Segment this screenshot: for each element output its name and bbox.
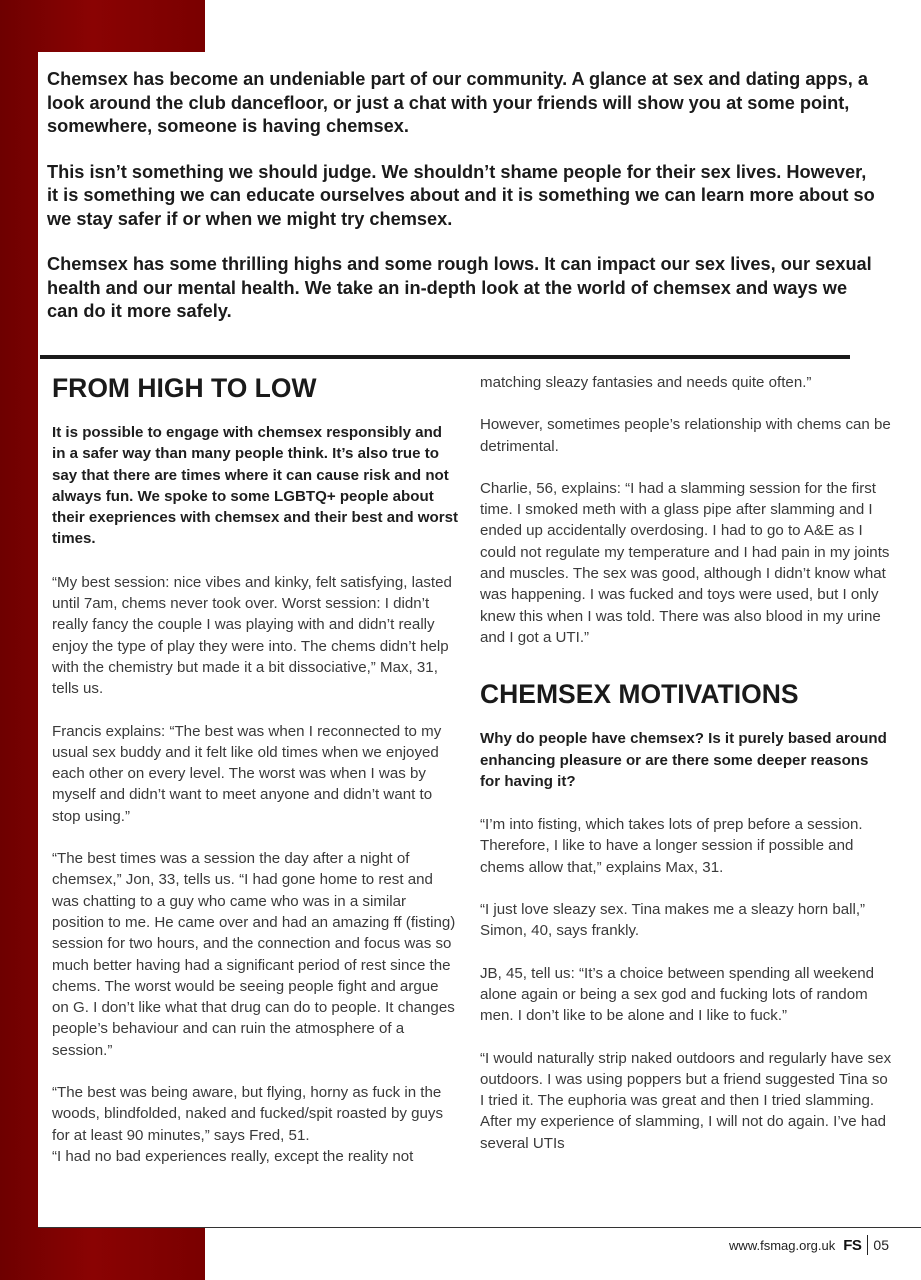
body-paragraph: “I would naturally strip naked outdoors and regularly have sex outdoors. I was using poppers but a friend suggested Tina so I tried it. The euphoria was great and then I tried slamming. After my experience of slamming, I will not do again. I’ve had several UTIs — [480, 1049, 892, 1152]
right-column — [480, 372, 892, 1154]
intro-paragraph: Chemsex has some thrilling highs and some rough lows. It can impact our sex lives, our sexual health and our mental health. We take an in-depth look at the world of chemsex and ways we can do it more safely. — [47, 254, 872, 321]
left-column — [52, 372, 458, 1167]
body-paragraph: “I just love sleazy sex. Tina makes me a sleazy horn ball,” Simon, 40, says frankly. — [480, 901, 866, 940]
section-lead: Why do people have chemsex? Is it purely based around enhancing pleasure or are there some deeper reasons for having it? — [480, 730, 887, 790]
footer-url[interactable]: www.fsmag.org.uk — [729, 1237, 836, 1253]
body-paragraph: JB, 45, tell us: “It’s a choice between spending all weekend alone again or being a sex god and fucking lots of random men. I don’t like to be alone and I like to fuck.” — [480, 964, 875, 1025]
body-paragraph: However, sometimes people’s relationship with chems can be detrimental. — [480, 416, 891, 455]
section-lead: It is possible to engage with chemsex responsibly and in a safer way than many people think. It’s also true to say that there are times where it can cause risk and not always fun. We spoke to some LGBTQ+ people about their exepriences with chemsex and their best and worst times. — [52, 424, 458, 548]
section-heading: CHEMSEX MOTIVATIONS — [480, 679, 799, 710]
intro-paragraph: Chemsex has become an undeniable part of our community. A glance at sex and dating apps, a look around the club dancefloor, or just a chat with your friends will show you at some point, somewhere, someone is having chemsex. — [47, 69, 868, 136]
body-paragraph: “The best times was a session the day after a night of chemsex,” Jon, 33, tells us. “I had gone home to rest and was chatting to a guy who came who was in a similar position to me. He came over and had an amazing ff (fisting) session for two hours, and the connection and focus was so much better having had a significant period of rest since the chems. The worst would be seeing people fight and argue on G. I don’t like what that drug can do to people. It changes people’s behaviour and can ruin the atmosphere of a session.” — [52, 850, 456, 1059]
body-paragraph: matching sleazy fantasies and needs quite often.” — [480, 374, 812, 391]
footer-separator — [867, 1235, 868, 1255]
page-footer — [729, 1234, 889, 1256]
fs-logo: FS — [843, 1236, 862, 1254]
body-paragraph: “My best session: nice vibes and kinky, felt satisfying, lasted until 7am, chems never took over. Worst session: I didn’t really fancy the couple I was playing with and didn’t really enjoy the type of play they were into. The chems didn’t help with the chemistry but made it a bit dissociative,” Max, 31, tells us. — [52, 573, 452, 698]
page-number: 05 — [873, 1237, 889, 1253]
body-paragraph: “I had no bad experiences really, except the reality not — [52, 1147, 414, 1165]
intro-paragraph: This isn’t something we should judge. We shouldn’t shame people for their sex lives. However, it is something we can educate ourselves about and it is something we can learn more about so we stay safer if or when we might try chemsex. — [47, 161, 875, 229]
body-paragraph: Francis explains: “The best was when I reconnected to my usual sex buddy and it felt like old times when we enjoyed each other on every level. The worst was when I was by myself and didn’t want to meet anyone and didn’t want to stop using.” — [52, 722, 442, 825]
body-paragraph: Charlie, 56, explains: “I had a slamming session for the first time. I smoked meth with a glass pipe after slamming and I ended up accidentally overdosing. I had to go to A&E as I could not regulate my temperature and I had pain in my joints and muscles. The sex was good, although I didn’t know what was happening. I was fucked and toys were used, but I only knew this when I was told. There was also blood in my urine and I got a UTI.” — [480, 479, 890, 646]
section-heading: FROM HIGH TO LOW — [52, 373, 317, 403]
body-paragraph: “I’m into fisting, which takes lots of prep before a session. Therefore, I like to have a longer session if possible and chems allow that,” explains Max, 31. — [480, 816, 863, 876]
footer-rule — [38, 1227, 921, 1228]
section-divider — [40, 355, 850, 359]
intro — [47, 68, 882, 346]
body-paragraph: “The best was being aware, but flying, horny as fuck in the woods, blindfolded, naked and fucked/spit roasted by guys for at least 90 minutes,” says Fred, 51. — [52, 1084, 444, 1144]
